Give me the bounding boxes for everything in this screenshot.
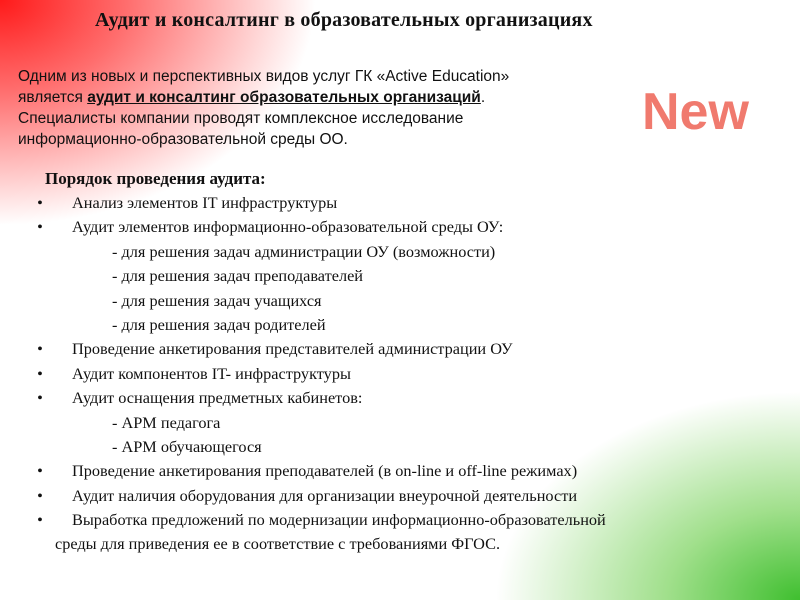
intro-line-2-prefix: является [18,89,88,106]
slide-title: Аудит и консалтинг в образовательных организациях [95,9,593,31]
procedure-item [33,386,773,410]
intro-line-2 [18,87,638,108]
procedure-item-text: Аудит наличия оборудования для организации внеурочной деятельности [72,485,578,505]
bullet-icon: • [37,363,43,383]
procedure-item-text: Аудит элементов информационно-образовательной среды ОУ: [72,217,504,237]
procedure-item-text: Аудит оснащения предметных кабинетов: [72,388,363,408]
intro-paragraph [18,66,638,150]
procedure-item-text: Анализ элементов IT инфраструктуры [72,193,338,212]
procedure-subitem [33,313,773,337]
procedure-item [33,191,773,215]
procedure-item-text: Аудит компонентов IT- инфраструктуры [72,363,351,383]
procedure-subitem-text: - для решения задач учащихся [112,290,322,310]
procedure-subitem [33,411,773,435]
bullet-icon: • [37,461,43,481]
procedure-subitem [33,435,773,459]
intro-line-4: информационно-образовательной среды ОО. [18,131,348,148]
procedure-item-continuation [33,532,773,556]
audit-consulting-link[interactable]: аудит и консалтинг образовательных организаций [87,89,481,106]
bullet-icon: • [37,217,43,237]
procedure-item-text: Проведение анкетирования преподавателей (в on-line и off-line режимах) [72,461,578,481]
procedure-item [33,459,773,483]
new-badge: New [642,83,749,141]
audit-procedure [33,166,773,557]
procedure-subitem [33,240,773,264]
procedure-subitem-text: - АРМ обучающегося [112,436,262,456]
procedure-item [33,215,773,239]
procedure-subitem [33,289,773,313]
bullet-icon: • [37,510,43,530]
procedure-item [33,337,773,361]
bullet-icon: • [37,193,43,212]
procedure-item-text: Проведение анкетирования представителей администрации ОУ [72,339,513,359]
bullet-icon: • [37,388,43,408]
intro-line-2-suffix: . [480,89,486,106]
procedure-item [33,484,773,508]
procedure-item-text: среды для приведения ее в соответствие с требованиями ФГОС. [55,534,501,554]
procedure-item [33,508,773,532]
procedure-subitem-text: - АРМ педагога [112,412,221,432]
procedure-subitem-text: - для решения задач администрации ОУ (возможности) [112,241,496,261]
procedure-subitem-text: - для решения задач родителей [112,314,326,334]
procedure-item [33,362,773,386]
bullet-icon: • [37,339,43,359]
procedure-subitem-text: - для решения задач преподавателей [112,266,364,286]
intro-line-3: Специалисты компании проводят комплексное исследование [18,110,464,127]
procedure-subitem [33,264,773,288]
procedure-heading: Порядок проведения аудита: [45,169,266,188]
intro-line-1: Одним из новых и перспективных видов услуг ГК «Active Education» [18,68,510,85]
procedure-item-text: Выработка предложений по модернизации информационно-образовательной [72,510,606,530]
bullet-icon: • [37,485,43,505]
